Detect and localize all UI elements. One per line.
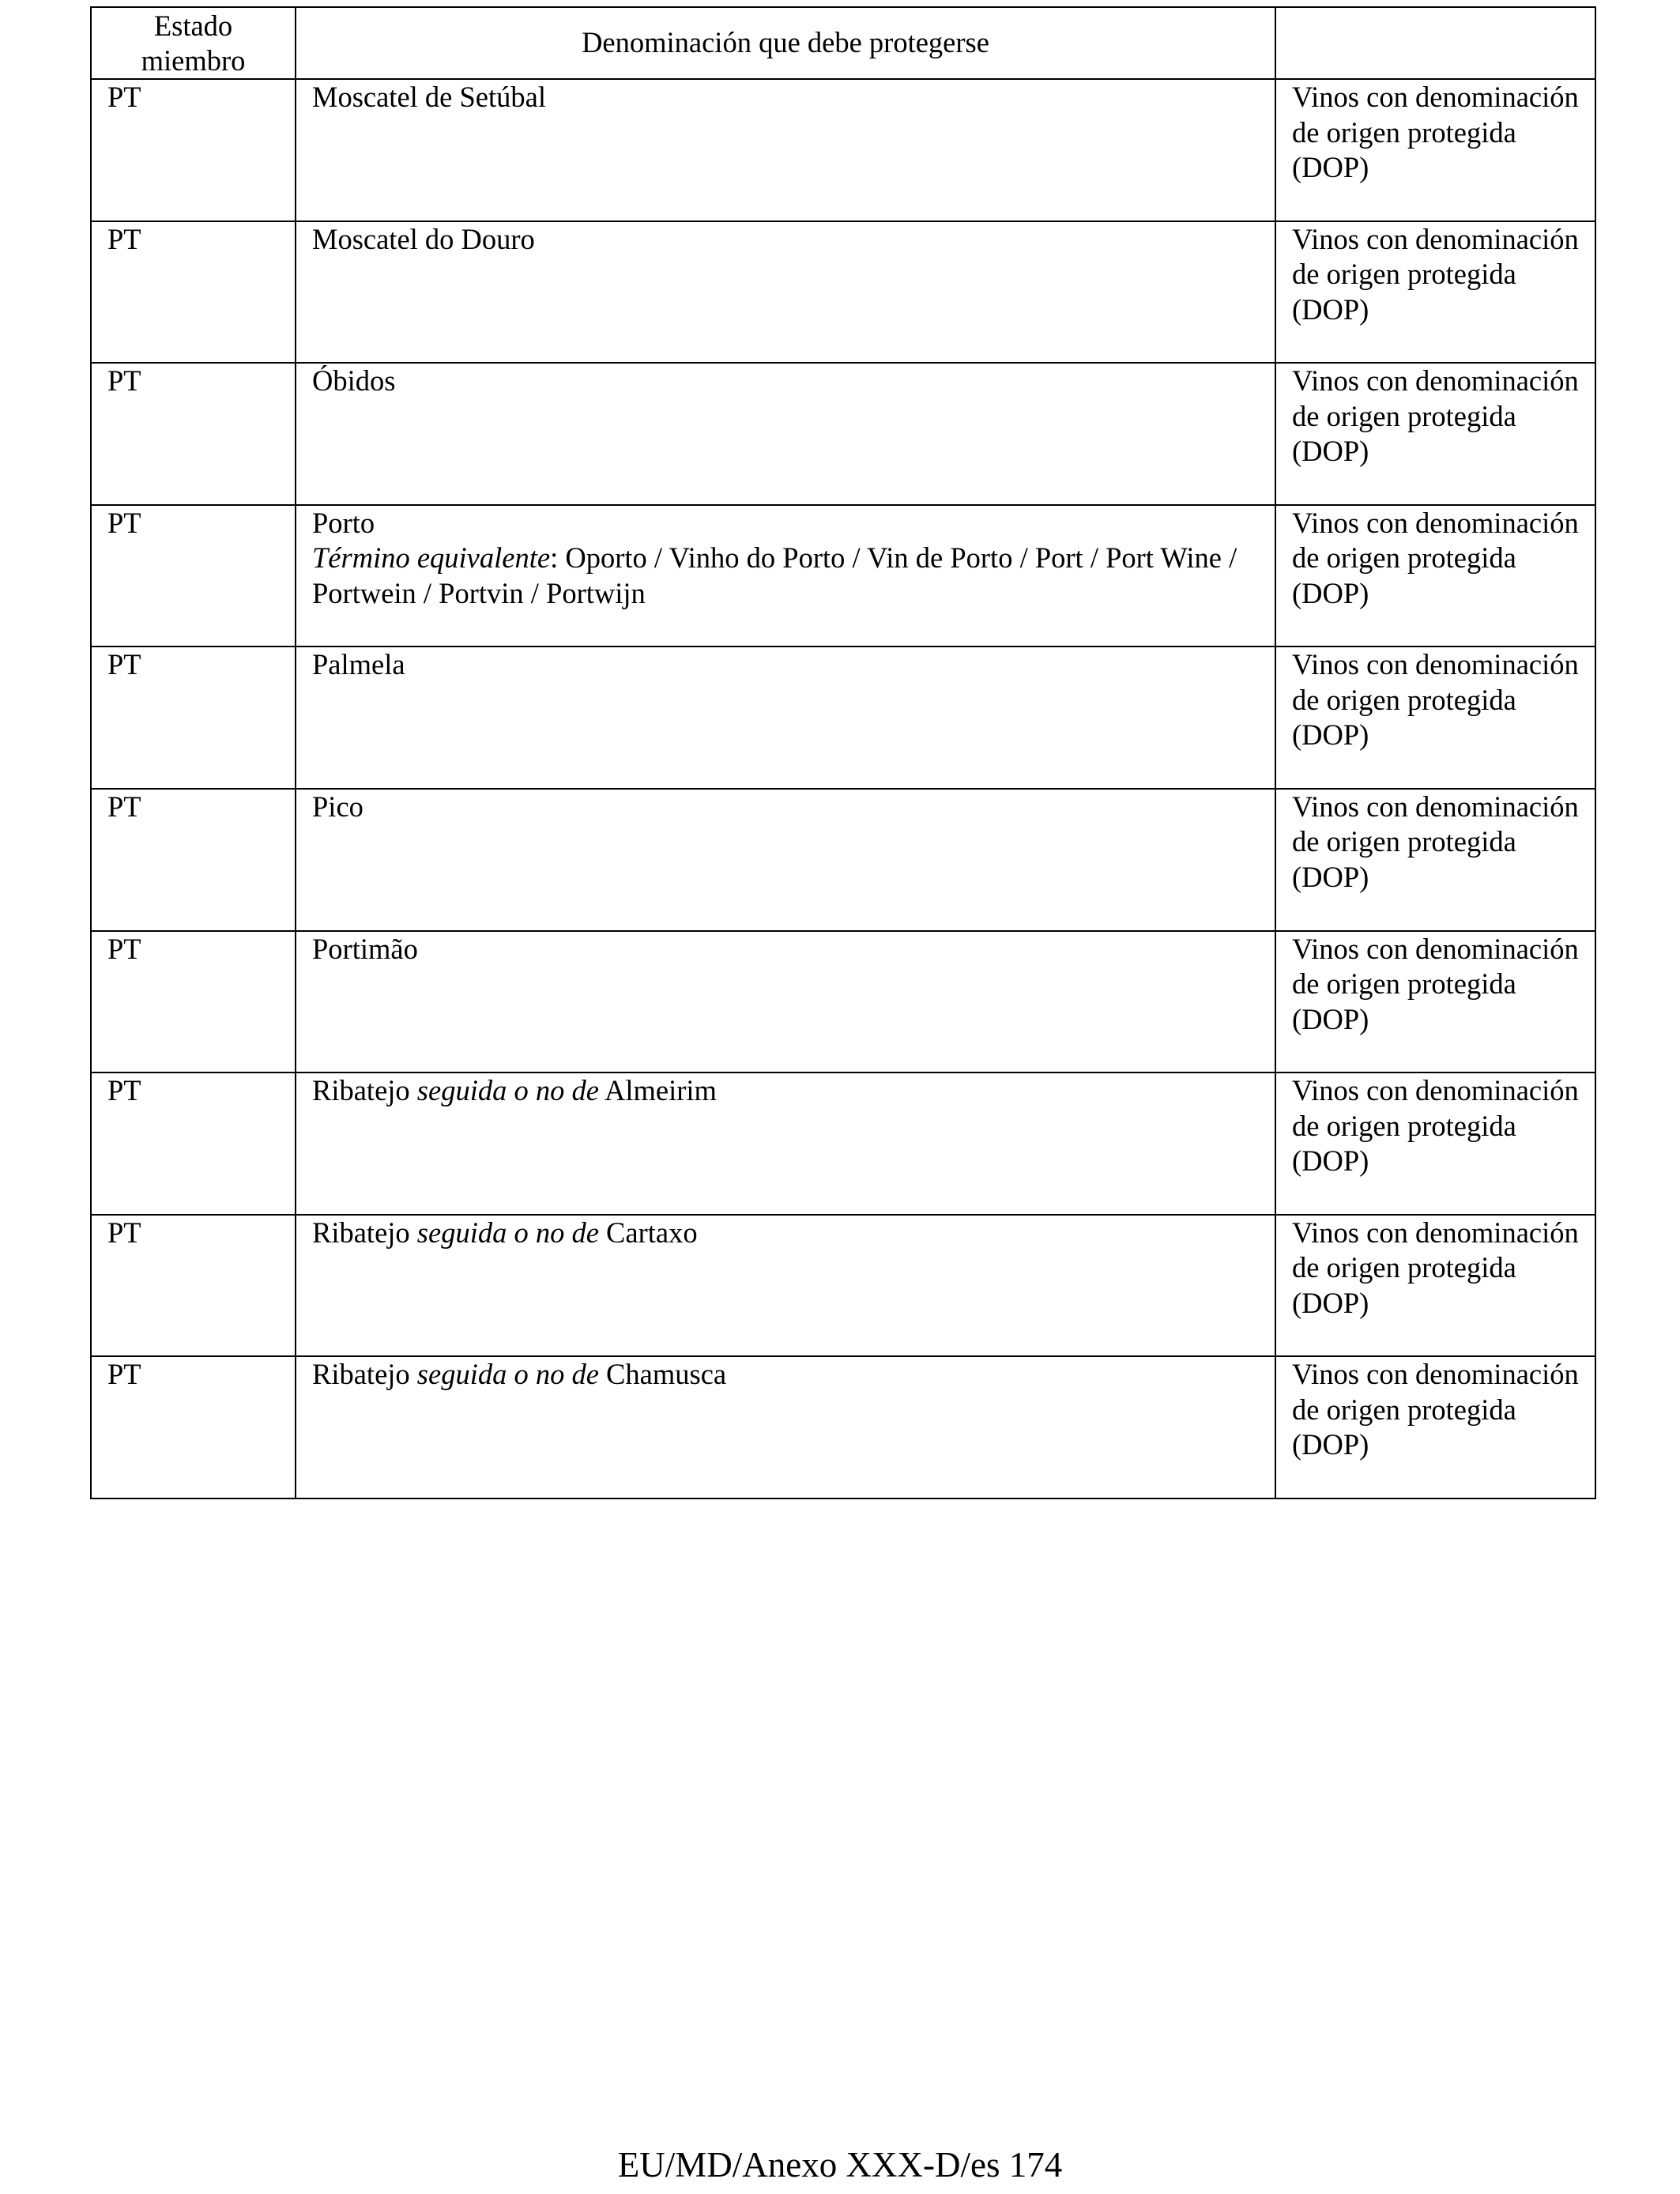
cell-denomination: Óbidos (296, 363, 1275, 505)
cell-denomination: Pico (296, 789, 1275, 931)
cell-member-state: PT (91, 789, 296, 931)
cell-category: Vinos con denominación de origen protegida (DOP) (1275, 931, 1595, 1073)
header-denomination: Denominación que debe protegerse (296, 7, 1275, 79)
table-header-row (91, 7, 1595, 79)
table-row (91, 1215, 1595, 1357)
table-row (91, 931, 1595, 1073)
cell-member-state: PT (91, 931, 296, 1073)
equivalent-term-text: : Oporto / Vinho do Porto / Vin de Porto / Port / Port Wine / Portwein / Portvin / Portwijn (312, 541, 1237, 609)
denominations-table (90, 6, 1596, 1499)
cell-member-state: PT (91, 363, 296, 505)
header-member-state (91, 7, 296, 79)
denomination-prefix: Ribatejo (312, 1074, 417, 1107)
cell-category: Vinos con denominación de origen protegida (DOP) (1275, 647, 1595, 789)
table-row (91, 1072, 1595, 1215)
denomination-suffix: Cartaxo (598, 1216, 698, 1249)
denomination-suffix: Almeirim (598, 1074, 717, 1107)
denomination-suffix: Chamusca (598, 1358, 727, 1391)
denomination-prefix: Ribatejo (312, 1216, 417, 1249)
denomination-connector: seguida o no de (416, 1074, 599, 1107)
table-row (91, 647, 1595, 789)
cell-denomination (296, 1356, 1275, 1498)
cell-category: Vinos con denominación de origen protegida (DOP) (1275, 1356, 1595, 1498)
cell-category: Vinos con denominación de origen protegida (DOP) (1275, 79, 1595, 221)
cell-category: Vinos con denominación de origen protegida (DOP) (1275, 363, 1595, 505)
cell-category: Vinos con denominación de origen protegida (DOP) (1275, 789, 1595, 931)
denomination-connector: seguida o no de (416, 1216, 599, 1249)
page-footer-reference: EU/MD/Anexo XXX-D/es 174 (617, 2145, 1063, 2185)
cell-member-state: PT (91, 1356, 296, 1498)
cell-member-state: PT (91, 505, 296, 647)
equivalent-term-label: Término equivalente (312, 541, 551, 575)
cell-member-state: PT (91, 1215, 296, 1357)
denomination-name: Porto (312, 506, 375, 539)
cell-category: Vinos con denominación de origen protegida (DOP) (1275, 505, 1595, 647)
cell-category: Vinos con denominación de origen protegida (DOP) (1275, 1215, 1595, 1357)
table-row (91, 1356, 1595, 1498)
table-row (91, 363, 1595, 505)
denomination-prefix: Ribatejo (312, 1358, 417, 1391)
cell-denomination: Moscatel de Setúbal (296, 79, 1275, 221)
table-row (91, 505, 1595, 647)
header-category (1275, 7, 1595, 79)
cell-denomination: Palmela (296, 647, 1275, 789)
denomination-connector: seguida o no de (416, 1358, 599, 1391)
cell-member-state: PT (91, 647, 296, 789)
header-member-state-line1: Estado (153, 9, 233, 42)
cell-denomination: Portimão (296, 931, 1275, 1073)
cell-category: Vinos con denominación de origen protegida (DOP) (1275, 221, 1595, 364)
table-row (91, 789, 1595, 931)
header-member-state-line2: miembro (141, 43, 246, 77)
table-row (91, 79, 1595, 221)
cell-denomination (296, 1215, 1275, 1357)
cell-member-state: PT (91, 79, 296, 221)
cell-denomination (296, 1072, 1275, 1215)
cell-denomination (296, 505, 1275, 647)
cell-member-state: PT (91, 221, 296, 364)
cell-denomination: Moscatel do Douro (296, 221, 1275, 364)
cell-member-state: PT (91, 1072, 296, 1215)
cell-category: Vinos con denominación de origen protegida (DOP) (1275, 1072, 1595, 1215)
table-row (91, 221, 1595, 364)
